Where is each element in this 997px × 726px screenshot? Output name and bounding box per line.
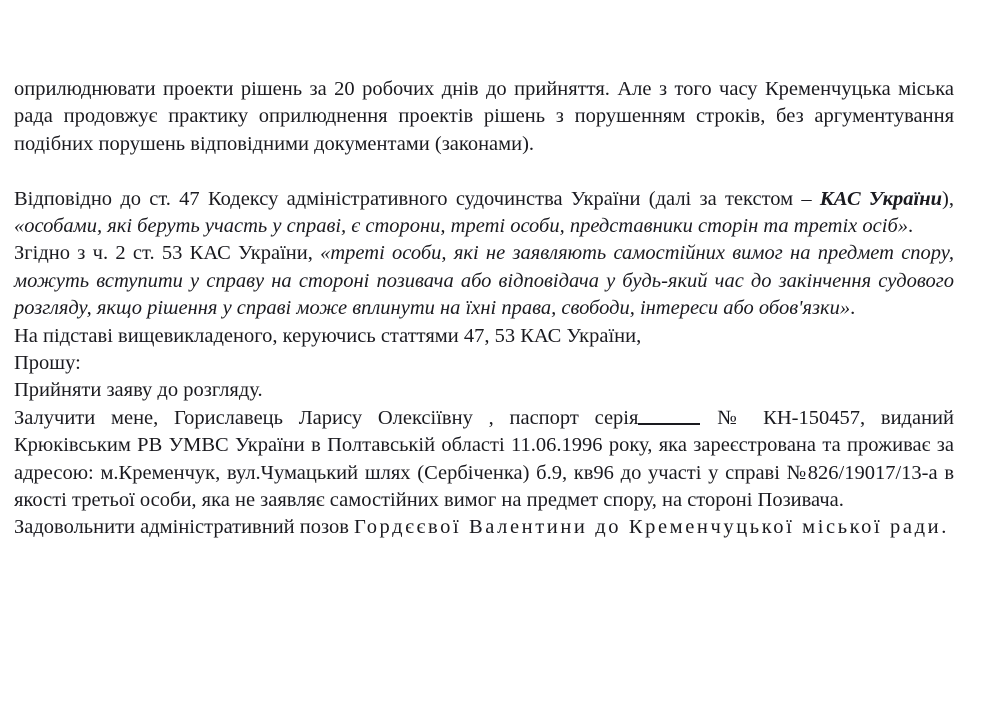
text-period-2: . — [850, 297, 856, 320]
paragraph-article-53 — [14, 240, 954, 322]
text-before-passport-blank: Залучити мене, Гориславець Ларису Олексіївну , паспорт серія — [14, 406, 639, 429]
paragraph-proshu: Прошу: — [14, 352, 81, 375]
text-after-bold: ), — [942, 187, 954, 210]
text-gordeevoi-tracked: Гордєєвої Валентини до Кременчуцької міської ради. — [354, 516, 949, 539]
text-vidpovidno-intro: Відповідно до ст. 47 Кодексу адміністративного судочинства України (далі за текстом – — [14, 187, 820, 210]
text-period-1: . — [908, 215, 914, 238]
paragraph-na-pidstavi: На підставі вищевикладеного, керуючись статтями 47, 53 КАС України, — [14, 324, 642, 347]
quote-article-47: «особами, які беруть участь у справі, є сторони, треті особи, представники сторін та третіх осіб» — [14, 215, 909, 238]
paragraph-zaluchyty-mene — [14, 405, 954, 515]
paragraph-opryliudnuvaty: оприлюднювати проекти рішень за 20 робочих днів до прийняття. Але з того часу Кременчуцька міська рада продовжує практику оприлюднення проектів рішень з порушенням строків, без аргументування подібних порушень відповідними документами (законами). — [14, 78, 954, 155]
text-after-passport-blank: № КН-150457, виданий Крюківським РВ УМВС України в Полтавській області 11.06.1996 року, яка зареєстрована та проживає за адресою: м.Кременчук, вул.Чумацький шлях (Сербіченка) б.9, кв96 до участі у справі №826/19017/13-а в якості третьої особи, яка не заявляє самостійних вимог на предмет спору, на стороні Позивача. — [14, 406, 954, 512]
paragraph-article-47 — [14, 186, 954, 241]
paragraph-spacer — [14, 158, 954, 185]
quote-article-53: «треті особи, які не заявляють самостійних вимог на предмет спору, можуть вступити у справу на стороні позивача або відповідача у будь-який час до закінчення судового розгляду, якщо рішення у справі може вплинути на їхні права, свободи, інтереси або обов'язки» — [14, 242, 954, 320]
document-body — [14, 76, 954, 542]
text-kas-ukrainy-bold: КАС України — [819, 187, 943, 210]
text-zadovolnyty-intro: Задовольнити адміністративний позов — [14, 516, 355, 539]
passport-series-blank-field[interactable] — [638, 423, 700, 425]
paragraph-pryinyaty-zayavu: Прийняти заяву до розгляду. — [14, 379, 263, 402]
paragraph-zadovolnyty — [14, 514, 954, 541]
text-zgidno-intro: Згідно з ч. 2 ст. 53 КАС України, — [14, 242, 321, 265]
